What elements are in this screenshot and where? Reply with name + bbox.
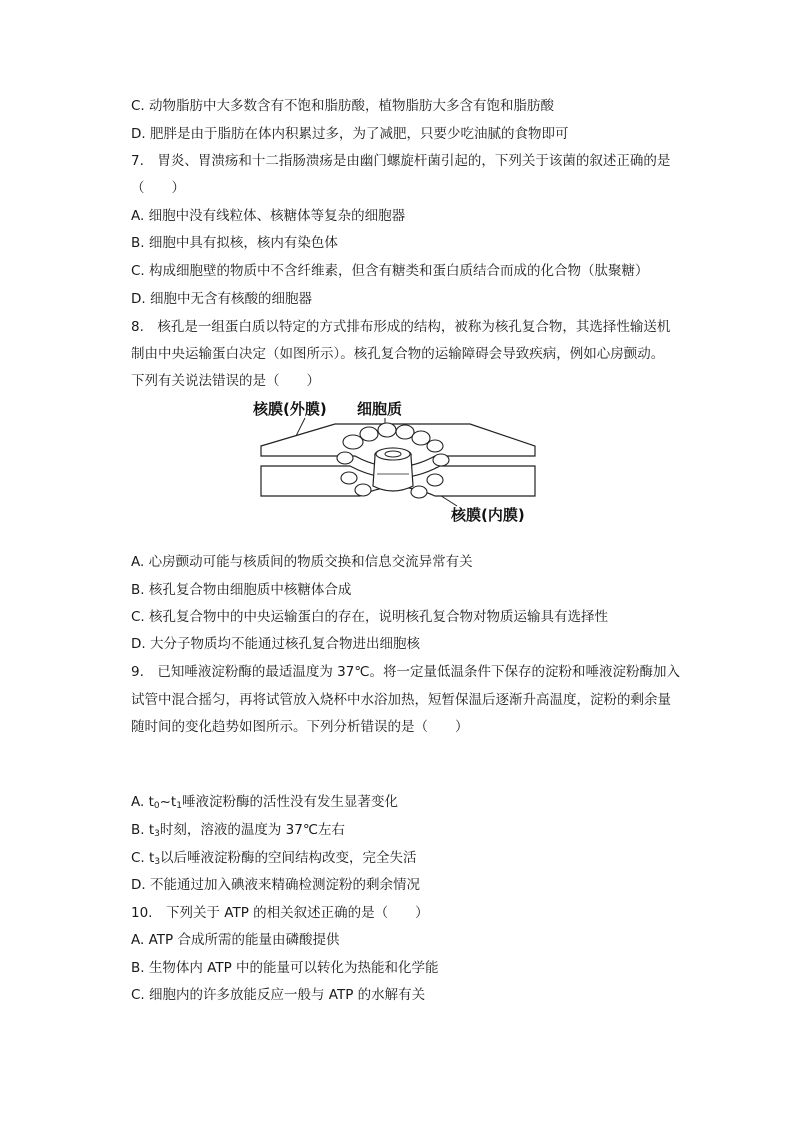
q8-stem-line2: 制由中央运输蛋白决定（如图所示）。核孔复合物的运输障碍会导致疾病，例如心房颤动。 <box>131 346 665 362</box>
q10-option-a: A. ATP 合成所需的能量由磷酸提供 <box>131 932 340 948</box>
q8-option-b: B. 核孔复合物由细胞质中核糖体合成 <box>131 582 352 598</box>
q7-stem-blank: （ ） <box>131 180 185 196</box>
label-cytoplasm: 细胞质 <box>357 400 403 418</box>
q10-stem: 10. 下列关于 ATP 的相关叙述正确的是（ ） <box>131 905 429 921</box>
q6-option-d: D. 肥胖是由于脂肪在体内积累过多，为了减肥，只要少吃油腻的食物即可 <box>131 126 569 142</box>
q9-option-d: D. 不能通过加入碘液来精确检测淀粉的剩余情况 <box>131 877 420 893</box>
q8-option-c: C. 核孔复合物中的中央运输蛋白的存在，说明核孔复合物对物质运输具有选择性 <box>131 609 609 625</box>
q7-option-d: D. 细胞中无含有核酸的细胞器 <box>131 291 312 307</box>
q9-option-a: A. $t_0\sim t_1$唾液淀粉酶的活性没有发生显著变化 <box>131 794 398 811</box>
q10-option-b: B. 生物体内 ATP 中的能量可以转化为热能和化学能 <box>131 960 439 976</box>
q8-option-a: A. 心房颤动可能与核质间的物质交换和信息交流异常有关 <box>131 554 473 570</box>
q7-option-b: B. 细胞中具有拟核，核内有染色体 <box>131 235 338 251</box>
q8-stem-line1: 8. 核孔是一组蛋白质以特定的方式排布形成的结构，被称为核孔复合物，其选择性输送机 <box>131 319 671 335</box>
q7-option-c: C. 构成细胞壁的物质中不含纤维素，但含有糖类和蛋白质结合而成的化合物（肽聚糖） <box>131 263 649 279</box>
q10-option-c: C. 细胞内的许多放能反应一般与 ATP 的水解有关 <box>131 987 426 1003</box>
q8-stem-line3: 下列有关说法错误的是（ ） <box>131 373 320 389</box>
q9-stem-line2: 试管中混合摇匀，再将试管放入烧杯中水浴加热，短暂保温后逐渐升高温度，淀粉的剩余量 <box>131 692 671 708</box>
q9-stem-line3: 随时间的变化趋势如图所示。下列分析错误的是（ ） <box>131 719 469 735</box>
nuclear-pore-figure <box>245 394 555 530</box>
q9-option-c: C. $t_3$以后唾液淀粉酶的空间结构改变，完全失活 <box>131 850 417 867</box>
label-outer-membrane: 核膜(外膜) <box>253 400 327 418</box>
q8-option-d: D. 大分子物质均不能通过核孔复合物进出细胞核 <box>131 636 420 652</box>
q7-option-a: A. 细胞中没有线粒体、核糖体等复杂的细胞器 <box>131 208 406 224</box>
label-inner-membrane: 核膜(内膜) <box>451 506 525 524</box>
q9-option-b: B. $t_3$时刻，溶液的温度为 37℃左右 <box>131 822 346 839</box>
q6-option-c: C. 动物脂肪中大多数含有不饱和脂肪酸，植物脂肪大多含有饱和脂肪酸 <box>131 98 555 114</box>
q7-stem: 7. 胃炎、胃溃疡和十二指肠溃疡是由幽门螺旋杆菌引起的，下列关于该菌的叙述正确的是 <box>131 153 671 169</box>
q9-stem-line1: 9. 已知唾液淀粉酶的最适温度为 37℃。将一定量低温条件下保存的淀粉和唾液淀粉酶加入 <box>131 664 681 680</box>
